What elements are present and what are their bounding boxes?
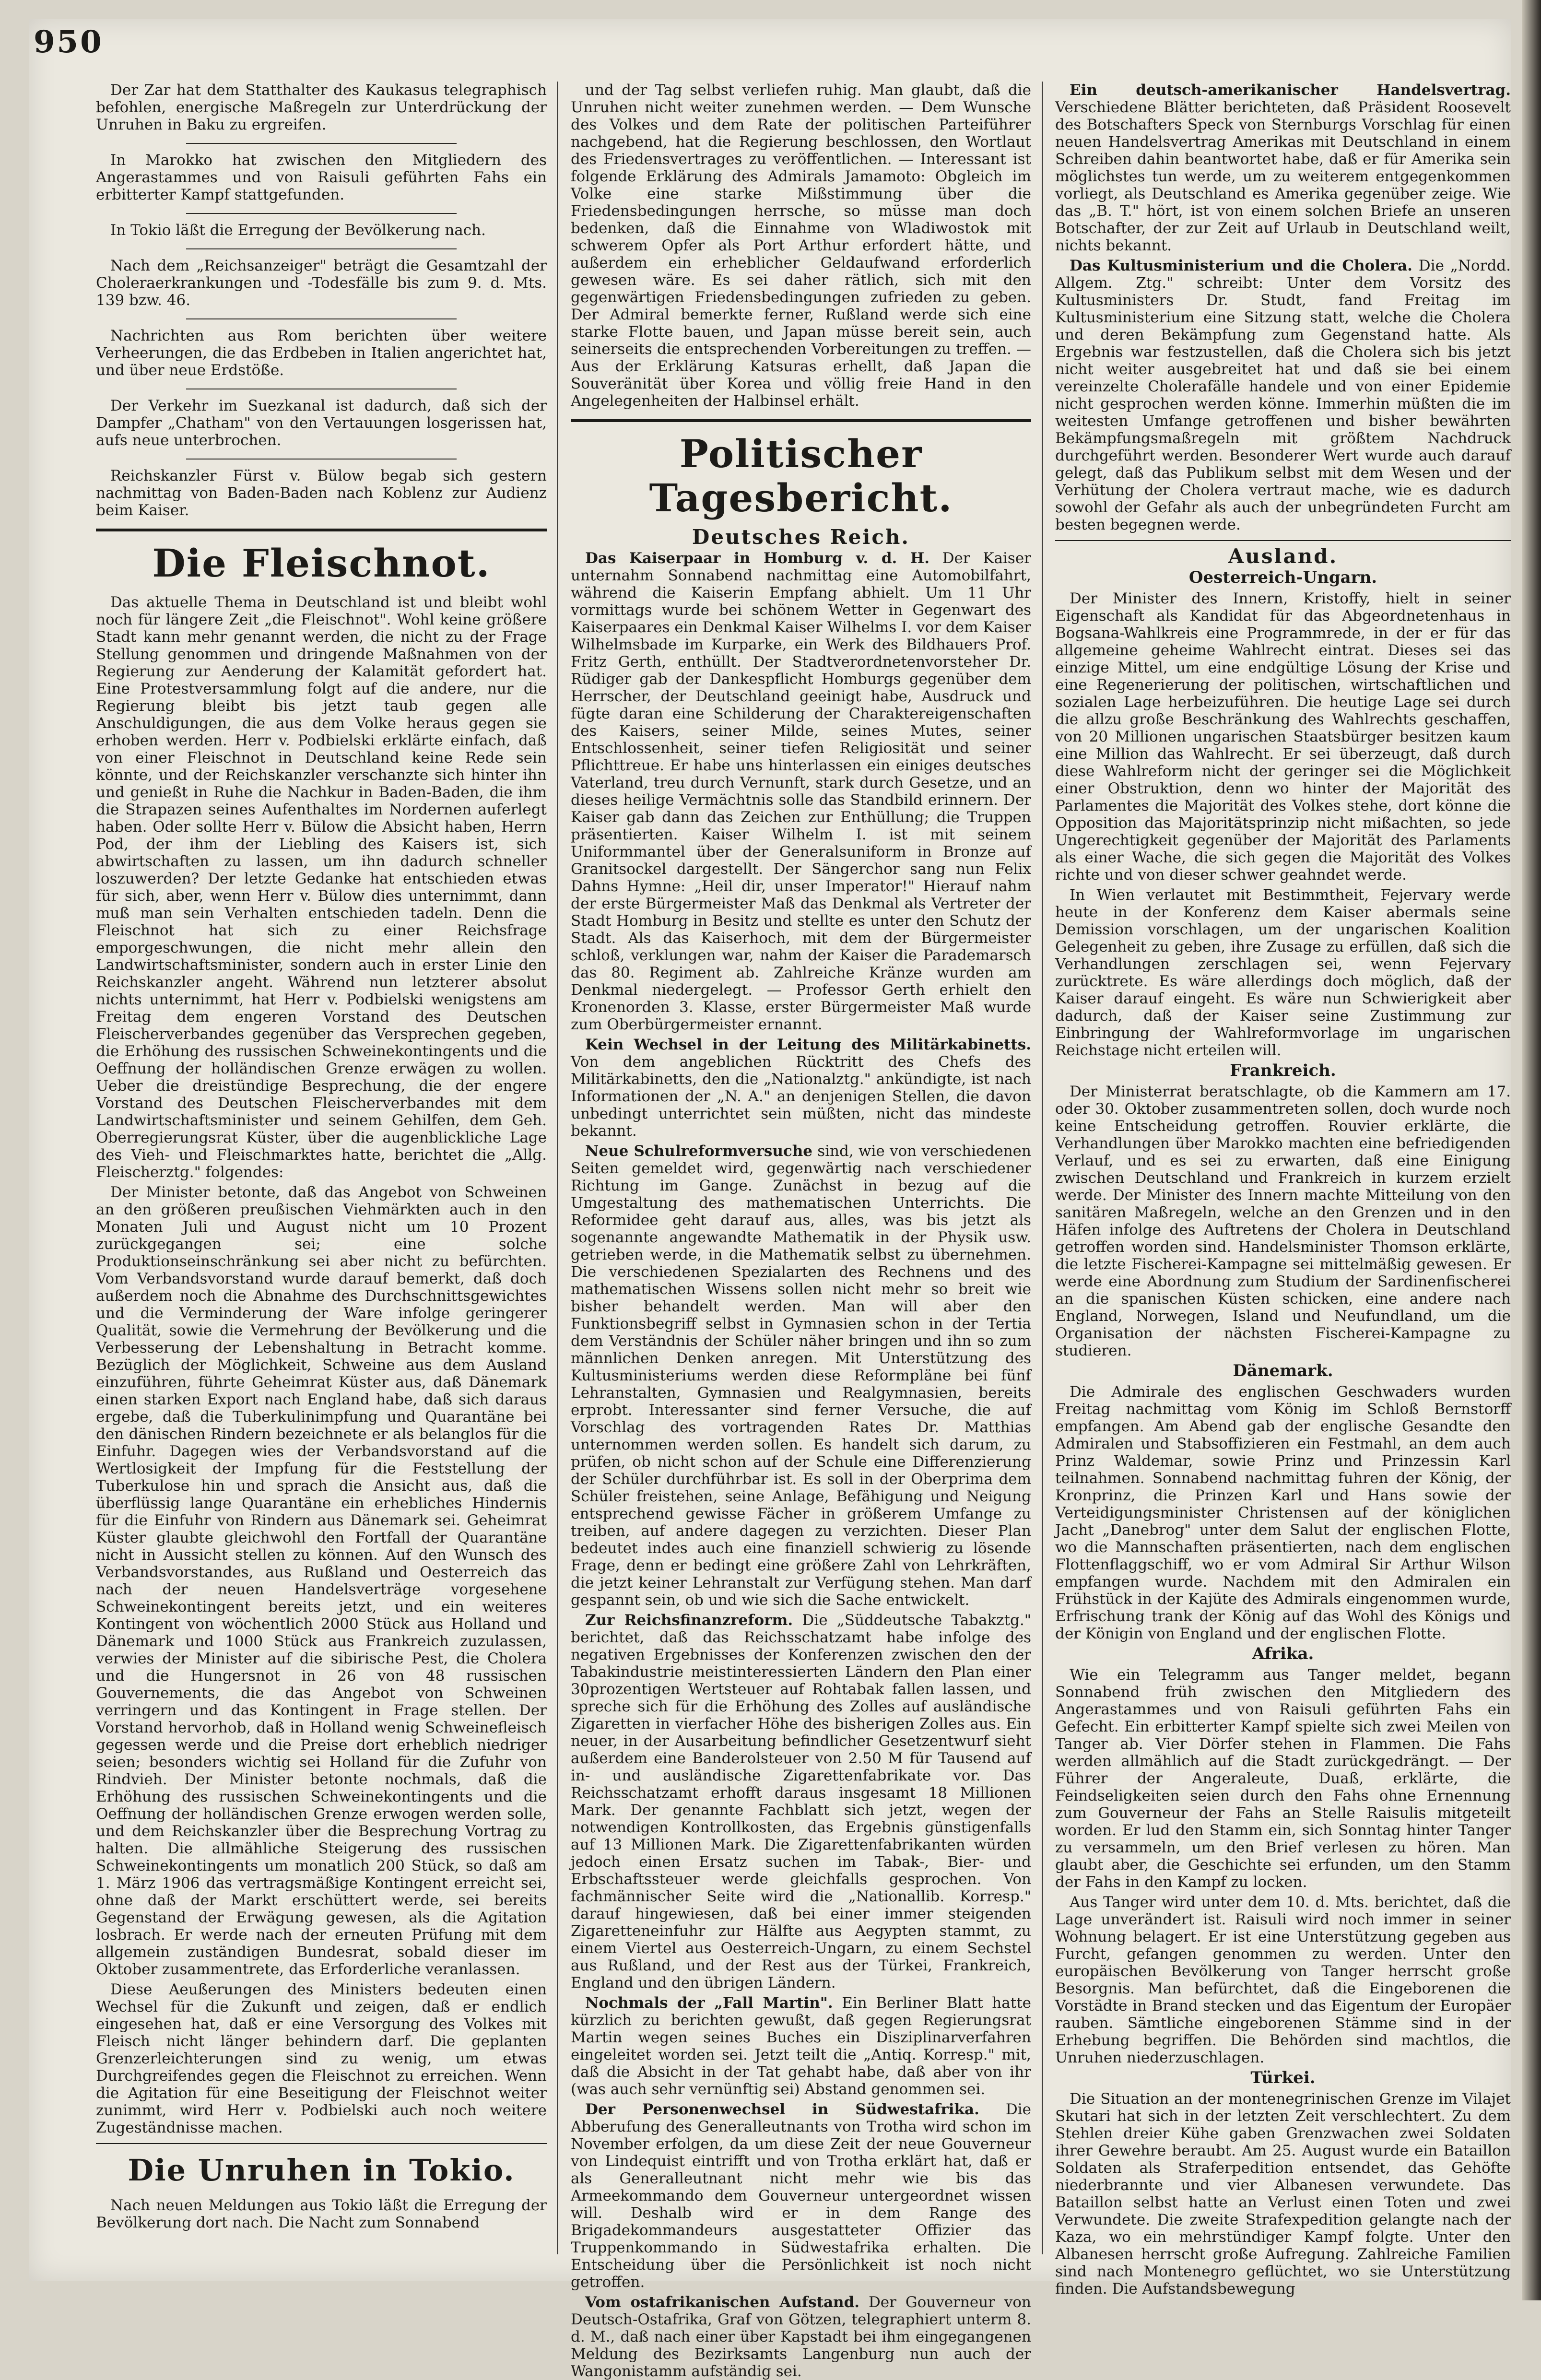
separator bbox=[186, 318, 457, 319]
article-paragraph: Der Minister betonte, daß das Angebot von Schweinen an den größeren preußischen Viehmärkten auch in den Monaten Juli und August nicht um 10 Prozent zurückgegangen sei; eine solche Produktionseinschränkung sei aber nicht zu befürchten. Vom Verbandsvorstand wurde darauf bemerkt, daß doch außerdem noch die Abnahme des Durchschnittsgewichtes und die Verminderung der Ware infolge geringerer Qualität, sowie die Vermehrung der Bevölkerung und die Verbesserung der Lebenshaltung in Betracht komme. Bezüglich der Möglichkeit, Schweine aus dem Ausland einzuführen, führte Geheimrat Küster aus, daß Dänemark einen starken Export nach England habe, daß sich daraus ergebe, daß die Tuberkulinimpfung und Quarantäne bei den dänischen Rindern bezeichnete er als belanglos für die Einfuhr. Dagegen wies der Verbandsvorstand auf die Wertlosigkeit der Impfung für die Feststellung der Tuberkulose hin und sprach die Ansicht aus, daß die überflüssig lange Quarantäne ein erhebliches Hindernis für die Einfuhr von Rindern aus Dänemark sei. Geheimrat Küster glaubte gleichwohl den Fortfall der Quarantäne nicht in Aussicht stellen zu können. Auf den Wunsch des Verbandsvorstandes, aus Rußland und Oesterreich das nach der neuen Handelsverträge vorgesehene Schweinekontingent bereits jetzt, und ein weiteres Kontingent von wöchentlich 2000 Stück aus Holland und Dänemark und 1000 Stück aus Frankreich zuzulassen, verwies der Minister auf die sibirische Pest, die Cholera und die Hungersnot in 26 von 48 russischen Gouvernements, die das Angebot von Schweinen verringern und das Kontingent in Frage stellen. Der Vorstand hervorhob, daß in Holland wenig Schweinefleisch gegessen werde und die Preise dort erheblich niedriger seien; besonders wichtig sei Holland für die Zufuhr von Rindvieh. Der Minister betonte nochmals, daß die Erhöhung des russischen Schweinekontingents und die Oeffnung der holländischen Grenze erwogen werden solle, und dem Reichskanzler über die Besprechung Vortrag zu halten. Die allmähliche Steigerung des russischen Schweinekontingents um monatlich 200 Stück, so daß am 1. März 1906 das vertragsmäßige Kontingent erreicht sei, ohne daß der Markt erschüttert werde, sei bereits Gegenstand der Erwägung gewesen, als die Agitation losbrach. Er werde nach der erneuten Prüfung mit dem allgemein zuständigen Bundesrat, sobald dieser im Oktober zusammentrete, das Erforderliche veranlassen. bbox=[96, 1184, 547, 1978]
article-paragraph: Der Ministerrat beratschlagte, ob die Kammern am 17. oder 30. Oktober zusammentreten sollen, doch wurde noch keine Entscheidung getroffen. Rouvier erklärte, die Verhandlungen über Marokko machten eine befriedigenden Verlauf, und es sei zu erwarten, daß eine Einigung zwischen Deutschland und Frankreich in kurzem erzielt werde. Der Minister des Innern machte Mitteilung von den sanitären Maßregeln, welche an den Grenzen und in den Häfen infolge des Auftretens der Cholera in Deutschland getroffen worden sind. Handelsminister Thomson erklärte, die letzte Fischerei-Kampagne sei mittelmäßig gewesen. Er werde eine Abordnung zum Studium der Sardinenfischerei an die spanischen Küsten schicken, eine andere nach England, Norwegen, Island und Neufundland, um die Organisation der nächsten Fischerei-Kampagne zu studieren. bbox=[1055, 1083, 1511, 1359]
news-item-lead: Neue Schulreformversuche bbox=[585, 1143, 812, 1160]
news-item bbox=[1055, 257, 1511, 533]
column-2 bbox=[571, 82, 1032, 2380]
news-item-lead: Zur Reichsfinanzreform. bbox=[585, 1612, 793, 1629]
article-paragraph: Die Admirale des englischen Geschwaders wurden Freitag nachmittag vom König im Schloß Bernstorff empfangen. Am Abend gab der englische Gesandte den Admiralen und Stabsoffizieren ein Festmahl, an dem auch Prinz Waldemar, sowie Prinz und Prinzessin Karl teilnahmen. Sonnabend nachmittag fuhren der König, der Kronprinz, die Prinzen Karl und Hans sowie der Verteidigungsminister Christensen auf der königlichen Jacht „Danebrog" unter dem Salut der englischen Flotte, wo die Mannschaften präsentierten, nach dem englischen Flottenflaggschiff, wo er vom Admiral Sir Arthur Wilson empfangen wurde. Nachdem mit den Admiralen ein Frühstück in der Kajüte des Admirals eingenommen wurde, Erfrischung trank der König auf das Wohl des Königs und der Königin von England und der englischen Flotte. bbox=[1055, 1383, 1511, 1642]
news-item-text: Der Kaiser unternahm Sonnabend nachmittag eine Automobilfahrt, während die Kaiserin Empfang abhielt. Um 11 Uhr vormittags wurde bei schönem Wetter in Gegenwart des Kaiserpaares ein Denkmal Kaiser Wilhelms I. vor dem Kaiser Wilhelmsbade im Kurparke, ein Werk des Bildhauers Prof. Fritz Gerth, enthüllt. Der Stadtverordnetenvorsteher Dr. Rüdiger gab der Dankespflicht Homburgs gegenüber dem Herrscher, der Deutschland geeinigt habe, Ausdruck und fügte daran eine Schilderung der Charaktereigenschaften des Kaisers, seiner Milde, seines Mutes, seiner Entschlossenheit, seiner tiefen Religiosität und seiner Pflichttreue. Er habe uns hinterlassen ein einiges deutsches Vaterland, treu durch Vernunft, stark durch Gesetze, und an dieses heilige Vermächtnis solle das Standbild erinnern. Der Kaiser gab dann das Zeichen zur Enthüllung; die Truppen präsentierten. Kaiser Wilhelm I. ist mit seinem Uniformmantel über der Generalsuniform in Bronze auf Granitsockel dargestellt. Der Sängerchor sang nun Felix Dahns Hymne: „Heil dir, unser Imperator!" Hierauf nahm der erste Bürgermeister Maß das Denkmal als Vertreter der Stadt Homburg in Besitz und stellte es unter den Schutz der Stadt. Als das Kaiserhoch, mit dem der Bürgermeister schloß, verklungen war, nahm der Kaiser die Parademarsch das 80. Regiment ab. Zahlreiche Kränze wurden am Denkmal niedergelegt. — Professor Gerth erhielt den Kronenorden 3. Klasse, erster Bürgermeister Maß wurde zum Oberbürgermeister ernannt. bbox=[571, 550, 1031, 1033]
region-heading: Afrika. bbox=[1252, 1644, 1314, 1663]
column-rule bbox=[1042, 82, 1043, 2254]
section-rule bbox=[1055, 540, 1511, 541]
article-paragraph: Aus Tanger wird unter dem 10. d. Mts. berichtet, daß die Lage unverändert ist. Raisuli wird noch immer in seiner Wohnung belagert. Er ist eine Unterstützung gegeben aus Furcht, gefangen genommen zu werden. Unter den europäischen Bevölkerung von Tanger herrscht große Besorgnis. Man befürchtet, daß die Eingeborenen die Vorstädte in Brand stecken und das Eigentum der Europäer rauben. Sämtliche eingeborenen Stämme sind in der Erhebung begriffen. Die Behörden sind machtlos, die Unruhen niederzuschlagen. bbox=[1055, 1894, 1511, 2066]
news-item-text: Ein Berliner Blatt hatte kürzlich zu berichten gewußt, daß gegen Regierungsrat Martin wegen seines Buches ein Disziplinarverfahren eingeleitet worden sei. Jetzt teilt die „Antiq. Korresp." mit, daß die Absicht in der Tat gehabt habe, daß aber von ihr (was auch sehr vernünftig sei) Abstand genommen sei. bbox=[571, 1994, 1032, 2098]
news-item bbox=[1055, 82, 1511, 254]
news-item bbox=[571, 1143, 1031, 1609]
news-brief: In Marokko hat zwischen den Mitgliedern des Angerastammes und von Raisuli geführten Fahs ein erbitterter Kampf stattgefunden. bbox=[96, 152, 547, 203]
separator bbox=[186, 143, 457, 144]
page-number: 950 bbox=[34, 24, 104, 60]
news-brief: Der Verkehr im Suezkanal ist dadurch, daß sich der Dampfer „Chatham" von den Vertauungen losgerissen hat, aufs neue unterbrochen. bbox=[96, 397, 547, 449]
news-brief: Reichskanzler Fürst v. Bülow begab sich gestern nachmittag von Baden-Baden nach Koblenz zur Audienz beim Kaiser. bbox=[96, 467, 547, 519]
article-paragraph: Diese Aeußerungen des Ministers bedeuten einen Wechsel für die Zukunft und zeigen, daß er endlich eingesehen hat, daß er eine Versorgung des Volkes mit Fleisch nicht länger behindern darf. Die geplanten Grenzerleichterungen sind zu wenig, um etwas Durchgreifendes gegen die Fleischnot zu erreichen. Wenn die Agitation für eine Beseitigung der Fleischnot weiter zunimmt, wird Herr v. Podbielski auch noch weitere Zugeständnisse machen. bbox=[96, 1981, 547, 2136]
separator bbox=[186, 459, 457, 460]
section-rule bbox=[96, 2143, 547, 2144]
section-rule bbox=[571, 419, 1031, 422]
news-item-lead: Nochmals der „Fall Martin". bbox=[585, 1994, 833, 2012]
news-item-lead: Das Kaiserpaar in Homburg v. d. H. bbox=[585, 550, 930, 567]
page-edge-shadow bbox=[1522, 0, 1541, 2300]
section-rule bbox=[96, 529, 547, 531]
article-paragraph: In Wien verlautet mit Bestimmtheit, Fejervary werde heute in der Konferenz dem Kaiser abermals seine Demission vorschlagen, um der ungarischen Koalition Gelegenheit zu geben, ihre Zusage zu erfüllen, daß sich die Verhandlungen zerschlagen sei, wenn Fejervary zurücktrete. Es wäre allerdings doch möglich, daß der Kaiser darauf eingeht. Es wäre nun Schwierigkeit aber dadurch, daß der Kaiser seine Zustimmung zur Einbringung der Wahlreformvorlage im ungarischen Reichstage nicht erteilen will. bbox=[1055, 886, 1511, 1059]
news-item-lead: Vom ostafrikanischen Aufstand. bbox=[585, 2294, 860, 2311]
news-item-text: sind, wie von verschiedenen Seiten gemeldet wird, gegenwärtig nach verschiedener Richtung im Gange. Zunächst in bezug auf die Umgestaltung des mathematischen Unterrichts. Die Reformidee geht darauf aus, alles, was bis jetzt als sogenannte angewandte Mathematik in der Physik usw. getrieben werde, in die Mathematik selbst zu übernehmen. Die verschiedenen Spezialarten des Rechnens und des mathematischen Wissens sollen nicht mehr so breit wie bisher behandelt werden. Man will aber den Funktionsbegriff selbst in Gymnasien schon in der Tertia dem Verständnis der Schüler näher bringen und ihn so zum männlichen Denken anregen. Mit Unterstützung des Kultusministeriums werden diese Reformpläne bei fünf Lehranstalten, Gymnasien und Realgymnasien, bereits erprobt. Interessanter sind ferner Versuche, die auf Vorschlag des vortragenden Rates Dr. Matthias unternommen werden sollen. Es handelt sich darum, zu prüfen, ob nicht schon auf der Schule eine Differenzierung der Schüler durchführbar ist. Es soll in der Oberprima dem Schüler freistehen, seine Anlage, Befähigung und Neigung entsprechend gewisse Fächer in größerem Umfange zu treiben, auf andere dagegen zu verzichten. Dieser Plan bedeutet indes auch eine finanziell schwierig zu lösende Frage, denn er bedingt eine größere Zahl von Lehrkräften, die jetzt keiner Lehranstalt zur Verfügung stehen. Man darf gespannt sein, ob und wie sich die Sache entwickelt. bbox=[571, 1143, 1031, 1609]
article-paragraph: Nach neuen Meldungen aus Tokio läßt die Erregung der Bevölkerung dort nach. Die Nacht zum Sonnabend bbox=[96, 2197, 547, 2231]
news-item-text: Von dem angeblichen Rücktritt des Chefs des Militärkabinetts, den die „Nationalztg." ankündigte, ist nach Informationen der „N. A." an denjenigen Stellen, die davon unbedingt unterrichtet sein müßten, nicht das mindeste bekannt. bbox=[571, 1053, 1031, 1140]
news-item-lead: Das Kultusministerium und die Cholera. bbox=[1070, 257, 1412, 274]
article-paragraph: und der Tag selbst verliefen ruhig. Man glaubt, daß die Unruhen nicht weiter zunehmen werden. — Dem Wunsche des Volkes und dem Rate der politischen Parteiführer nachgebend, hat die Regierung beschlossen, den Wortlaut des Friedensvertrages zu veröffentlichen. — Interessant ist folgende Erklärung des Admirals Jamamoto: Obgleich im Volke eine starke Mißstimmung über die Friedensbedingungen herrsche, so müsse man doch bedenken, daß die Einnahme von Wladiwostok mit schwerem Opfer als Port Arthur erfordert hätte, und außerdem ein erheblicher Geldaufwand erforderlich gewesen wäre. Es sei daher rätlich, sich mit den gegenwärtigen Friedensbedingungen zufrieden zu geben. Der Admiral bemerkte ferner, Rußland werde sich eine starke Flotte bauen, und Japan müsse bereit sein, auch seinerseits die entsprechenden Vorbereitungen zu treffen. — Aus der Erklärung Katsuras erhellt, daß Japan die Souveränität über Korea und völlig freie Hand in den Angelegenheiten der Halbinsel erhält. bbox=[571, 82, 1031, 410]
region-heading: Dänemark. bbox=[1233, 1361, 1333, 1380]
news-brief: Nach dem „Reichsanzeiger" beträgt die Gesamtzahl der Choleraerkrankungen und -Todesfälle bis zum 9. d. Mts. 139 bzw. 46. bbox=[96, 257, 547, 309]
article-paragraph: Das aktuelle Thema in Deutschland ist und bleibt wohl noch für längere Zeit „die Fleischnot". Wohl keine größere Stadt kann mehr genannt werden, die nicht zu der Frage Stellung genommen und dringende Maßnahmen von der Regierung zur Aenderung der Kalamität gefordert hat. Eine Protestversammlung folgt auf die andere, nur die Regierung bleibt bis jetzt taub gegen alle Anschuldigungen, die aus dem Volke heraus gegen sie erhoben werden. Herr v. Podbielski erklärte einfach, daß von einer Fleischnot in Deutschland keine Rede sein könnte, und der Reichskanzler verschanzte sich hinter ihn und genießt in Ruhe die Nachkur in Baden-Baden, die ihm die Strapazen seines Aufenthaltes im Nordernen auferlegt haben. Oder sollte Herr v. Bülow die Absicht haben, Herrn Pod, der ihm der Liebling des Kaisers ist, sich abwirtschaften zu lassen, um ihn dadurch schneller loszuwerden? Der letzte Gedanke hat entschieden etwas für sich, aber, wenn Herr v. Bülow dies unternimmt, dann muß man sein Verhalten entschieden tadeln. Denn die Fleischnot hat sich zu einer Reichsfrage emporgeschwungen, die nicht mehr allein den Landwirtschaftsminister, sondern auch in erster Linie den Reichskanzler angeht. Während nun letzterer absolut nichts unternimmt, hat Herr v. Podbielski wenigstens am Freitag dem engeren Vorstand des Deutschen Fleischerverbandes gegenüber das Versprechen gegeben, die Erhöhung des russischen Schweinekontingents und die Oeffnung der holländischen Grenze erwägen zu wollen. Ueber die dreistündige Besprechung, die der engere Vorstand des Deutschen Fleischerverbandes mit dem Landwirtschaftsminister und seinem Gehilfen, dem Geh. Oberregierungsrat Küster, über die augenblickliche Lage des Vieh- und Fleischmarktes hatte, berichtet die „Allg. Fleischerztg." folgendes: bbox=[96, 594, 547, 1181]
news-item bbox=[571, 2294, 1031, 2380]
news-item bbox=[571, 1036, 1031, 1140]
article-paragraph: Wie ein Telegramm aus Tanger meldet, begann Sonnabend früh zwischen den Mitgliedern des Angerastammes und von Raisuli geführten Fahs ein Gefecht. Ein erbitterter Kampf spielte sich zwei Meilen von Tanger ab. Vier Dörfer stehen in Flammen. Die Fahs werden allmählich auf die Stadt zurückgedrängt. — Der Führer der Angeraleute, Duaß, erklärte, die Feindseligkeiten seien durch den Fahs ohne Ernennung zum Gouverneur der Fahs an Stelle Raisulis mitgeteilt worden. Er lud den Stamm ein, sich Sonntag hinter Tanger zu versammeln, um den Brief verlesen zu hören. Man glaubt aber, die Geschichte sei erfunden, um den Stamm der Fahs in den Kampf zu locken. bbox=[1055, 1666, 1511, 1891]
news-brief: In Tokio läßt die Erregung der Bevölkerung nach. bbox=[110, 222, 486, 239]
news-item-text: Die „Süddeutsche Tabakztg." berichtet, daß das Reichsschatzamt habe infolge des negativen Ergebnisses der Konferenzen zwischen den der Tabakindustrie meistinteressierten Ländern den Plan einer 30prozentigen Wertsteuer auf Rohtabak fallen lassen, und spreche sich für die Erhöhung des Zolles auf ausländische Zigaretten in vierfacher Höhe des bisherigen Zolles aus. Ein neuer, in der Ausarbeitung befindlicher Gesetzentwurf sieht außerdem eine Banderolsteuer von 2.50 M für Tausend auf in- und ausländische Zigarettenfabrikate vor. Das Reichsschatzamt erhofft daraus insgesamt 18 Millionen Mark. Der genannte Fachblatt sich jetzt, wegen der notwendigen Kontrollkosten, das Ergebnis günstigenfalls auf 13 Millionen Mark. Die Zigarettenfabrikanten würden jedoch einen Ersatz suchen im Tabak-, Bier- und Erbschaftssteuer werde gleichfalls gesprochen. Von fachmännischer Seite wird die „Nationallib. Korresp." darauf hingewiesen, daß bei einer immer steigenden Zigaretteneinfuhr zur Hälfte aus Aegypten stammt, zu einem Viertel aus Oesterreich-Ungarn, zu einem Sechstel aus Rußland, und der Rest aus der Türkei, Frankreich, England und den übrigen Ländern. bbox=[571, 1612, 1031, 1991]
news-item-text: Die „Nordd. Allgem. Ztg." schreibt: Unter dem Vorsitz des Kultusministers Dr. Studt, fand Freitag im Kultusministerium eine Sitzung statt, welche die Cholera und deren Bekämpfung zum Gegenstand hatte. Als Ergebnis war festzustellen, daß die Cholera sich bis jetzt nicht weiter ausgebreitet hat und daß sie bei einem vereinzelte Cholerafälle handele und von einer Epidemie nicht gesprochen werden könne. Immerhin müßten die im weitesten Umfange getroffenen und bisher bewährten Bekämpfungsmaßregeln mit größtem Nachdruck durchgeführt werden. Besonderer Wert wurde auch darauf gelegt, daß das Publikum selbst mit dem Wesen und der Verhütung der Cholera vertraut mache, wie es dadurch sowohl der Gefahr als auch der unbegründeten Furcht am besten begegnen werde. bbox=[1055, 257, 1511, 533]
separator bbox=[186, 213, 457, 214]
article-paragraph: Die Situation an der montenegrinischen Grenze im Vilajet Skutari hat sich in der letzten Zeit verschlechtert. Zu dem Stehlen dreier Kühe gaben Grenzwachen zwei Soldaten ihrer Gewehre beraubt. Am 25. August wurde ein Bataillon Soldaten als Straferpedition entsendet, das Gehöfte niederbrannte und vier Albanesen verwundete. Das Bataillon selbst hatte an Verlust einen Toten und zwei Verwundete. Die zweite Strafexpedition gelangte nach der Kaza, wo ein mehrstündiger Kampf folgte. Unter den Albanesen herrscht große Aufregung. Zahlreiche Familien sind nach Montenegro geflüchtet, wo sie Unterstützung finden. Die Aufstandsbewegung bbox=[1055, 2090, 1511, 2298]
news-brief: Nachrichten aus Rom berichten über weitere Verheerungen, die das Erdbeben in Italien angerichtet hat, und über neue Erdstöße. bbox=[96, 327, 547, 379]
news-item bbox=[571, 2101, 1031, 2291]
column-3 bbox=[1055, 82, 1511, 2298]
news-item-lead: Ein deutsch-amerikanischer Handelsvertrag. bbox=[1070, 82, 1511, 99]
column-rule bbox=[557, 82, 558, 2254]
article-headline: Die Unruhen in Tokio. bbox=[128, 2153, 515, 2188]
news-item bbox=[571, 1994, 1031, 2098]
section-subheading: Ausland. bbox=[1228, 544, 1338, 568]
section-headline: Politischer Tagesbericht. bbox=[649, 431, 953, 520]
section-subheading: Deutsches Reich. bbox=[692, 525, 910, 549]
news-item-text: Verschiedene Blätter berichteten, daß Präsident Roosevelt des Botschafters Speck von Sternburgs Vorschlag für einen neuen Handelsvertrag Amerikas mit Deutschland in einem Schreiben dahin beantwortet habe, daß er für Amerika sein möglichstes tun werde, um zu weiterem entgegenkommen vorliegt, als Deutschland es Amerika gegenüber zeige. Wie das „B. T." hört, ist von einem solchen Briefe an unseren Botschafter, der zur Zeit auf Urlaub in Deutschland weilt, nichts bekannt. bbox=[1055, 99, 1511, 254]
news-item-text: Der Gouverneur von Deutsch-Ostafrika, Graf von Götzen, telegraphiert unterm 8. d. M., daß nach einer über Kapstadt bei ihm eingegangenen Meldung des Bezirksamts Langenburg nun auch der Wangonistamm aufständig sei. bbox=[571, 2294, 1031, 2380]
news-item-text: Die Abberufung des Generalleutnants von Trotha wird schon im November erfolgen, da um diese Zeit der neue Gouverneur von Lindequist eintrifft und von Trotha erklärt hat, daß er als Generalleutnant nicht mehr wie bis das Armeekommando dem Gouverneur untergeordnet wissen will. Deshalb wird er in dem Range des Brigadekommandeurs ausgestatteter Offizier das Truppenkommando in Südwestafrika erhalten. Die Entscheidung über die Persönlichkeit ist noch nicht getroffen. bbox=[571, 2101, 1032, 2291]
news-item-lead: Kein Wechsel in der Leitung des Militärkabinetts. bbox=[585, 1036, 1031, 1053]
news-brief: Der Zar hat dem Statthalter des Kaukasus telegraphisch befohlen, energische Maßregeln zur Unterdrückung der Unruhen in Baku zu ergreifen. bbox=[96, 82, 547, 133]
article-paragraph: Der Minister des Innern, Kristoffy, hielt in seiner Eigenschaft als Kandidat für das Abgeordnetenhaus in Bogsana-Wahlkreis eine Programmrede, in der er für das allgemeine geheime Wahlrecht eintrat. Dieses sei das einzige Mittel, um eine endgültige Lösung der Krise und eine Regenerierung der politischen, wirtschaftlichen und sozialen Lage herbeizuführen. Die heutige Lage sei durch die allzu große Beschränkung des Wahlrechts geschaffen, von 20 Millionen ungarischen Staatsbürger besitzen kaum eine Million das Wahlrecht. Er sei überzeugt, daß durch diese Wahlreform nicht der geringer sei die Möglichkeit einer Obstruktion, denn wo hinter der Majorität des Parlamentes die Majorität des Volkes stehe, dort könne die Opposition das Majoritätsprinzip nicht mißachten, so jede Ungerechtigkeit gegenüber der Majorität des Parlaments als einer Wache, die sich gegen die Majorität des Volkes richte und von dieser schwer geahndet werde. bbox=[1055, 590, 1511, 884]
region-heading: Oesterreich-Ungarn. bbox=[1188, 568, 1377, 587]
region-heading: Frankreich. bbox=[1230, 1061, 1336, 1080]
news-item-lead: Der Personenwechsel in Südwestafrika. bbox=[585, 2101, 979, 2118]
news-item bbox=[571, 1612, 1031, 1991]
news-item bbox=[571, 550, 1031, 1033]
column-1 bbox=[96, 82, 547, 2254]
region-heading: Türkei. bbox=[1250, 2068, 1316, 2087]
article-headline: Die Fleischnot. bbox=[152, 541, 491, 586]
separator bbox=[186, 248, 457, 249]
